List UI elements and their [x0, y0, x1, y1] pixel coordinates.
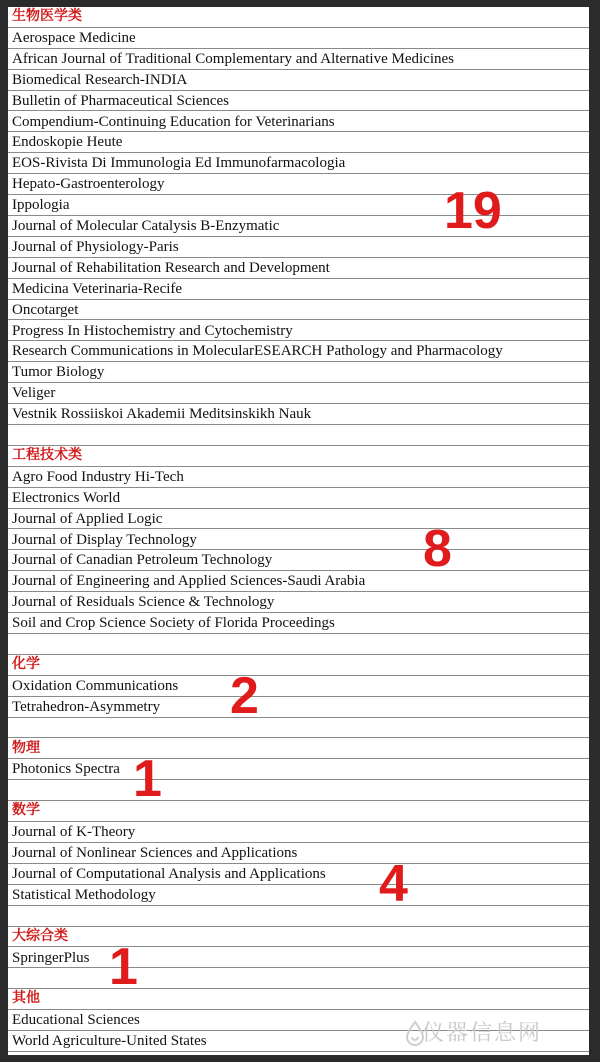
section-title: 工程技术类	[8, 446, 589, 467]
journal-row: Biomedical Research-INDIA	[8, 70, 589, 91]
journal-row: Journal of Computational Analysis and Applications	[8, 864, 589, 885]
journal-row: Oncotarget	[8, 300, 589, 321]
journal-row: Tetrahedron-Asymmetry	[8, 697, 589, 718]
journal-row: Hepato-Gastroenterology	[8, 174, 589, 195]
section-count: 2	[230, 666, 259, 725]
section-title: 大综合类	[8, 927, 589, 948]
journal-row: Endoskopie Heute	[8, 132, 589, 153]
journal-row: SpringerPlus	[8, 948, 589, 969]
journal-row: Aerospace Medicine	[8, 28, 589, 49]
journal-row: Journal of Residuals Science & Technology	[8, 592, 589, 613]
journal-row: Journal of Canadian Petroleum Technology	[8, 550, 589, 571]
journal-row: Journal of Physiology-Paris	[8, 237, 589, 258]
journal-row: Soil and Crop Science Society of Florida Proceedings	[8, 613, 589, 634]
blank-row	[8, 425, 589, 446]
journal-row: Tumor Biology	[8, 362, 589, 383]
journal-row: Medicina Veterinaria-Recife	[8, 279, 589, 300]
section-title: 生物医学类	[8, 7, 589, 28]
blank-row	[8, 906, 589, 927]
journal-table	[8, 7, 589, 1055]
journal-row: Vestnik Rossiiskoi Akademii Meditsinskikh Nauk	[8, 404, 589, 425]
section-count: 8	[423, 520, 452, 579]
section-title: 数学	[8, 801, 589, 822]
journal-row: Photonics Spectra	[8, 759, 589, 780]
journal-row: Ippologia	[8, 195, 589, 216]
journal-row: Bulletin of Pharmaceutical Sciences	[8, 91, 589, 112]
journal-row: Veliger	[8, 383, 589, 404]
journal-row: Educational Sciences	[8, 1010, 589, 1031]
journal-row: World Agriculture-United States	[8, 1031, 589, 1052]
journal-row: Statistical Methodology	[8, 885, 589, 906]
blank-row	[8, 968, 589, 989]
journal-row: Journal of Applied Logic	[8, 509, 589, 530]
journal-row: African Journal of Traditional Complementary and Alternative Medicines	[8, 49, 589, 70]
journal-row: Compendium-Continuing Education for Veterinarians	[8, 112, 589, 133]
section-title: 化学	[8, 655, 589, 676]
section-title: 物理	[8, 739, 589, 760]
journal-row: Journal of Engineering and Applied Sciences-Saudi Arabia	[8, 571, 589, 592]
journal-row: Journal of K-Theory	[8, 822, 589, 843]
journal-row: Journal of Rehabilitation Research and Development	[8, 258, 589, 279]
blank-row	[8, 718, 589, 739]
journal-row: Journal of Molecular Catalysis B-Enzymatic	[8, 216, 589, 237]
watermark-text: 仪器信息网	[422, 1021, 543, 1046]
blank-row	[8, 634, 589, 655]
blank-row	[8, 780, 589, 801]
journal-row: EOS-Rivista Di Immunologia Ed Immunofarmacologia	[8, 153, 589, 174]
section-count: 1	[109, 938, 138, 997]
section-count: 4	[379, 854, 408, 913]
journal-row: Agro Food Industry Hi-Tech	[8, 467, 589, 488]
journal-row: Research Communications in MolecularESEARCH Pathology and Pharmacology	[8, 341, 589, 362]
journal-row: Journal of Nonlinear Sciences and Applications	[8, 843, 589, 864]
section-count: 19	[444, 181, 502, 240]
journal-row: Electronics World	[8, 488, 589, 509]
section-title: 其他	[8, 989, 589, 1010]
journal-row: Progress In Histochemistry and Cytochemistry	[8, 321, 589, 342]
journal-row: Journal of Display Technology	[8, 530, 589, 551]
section-count: 1	[133, 750, 162, 809]
journal-row: Oxidation Communications	[8, 676, 589, 697]
